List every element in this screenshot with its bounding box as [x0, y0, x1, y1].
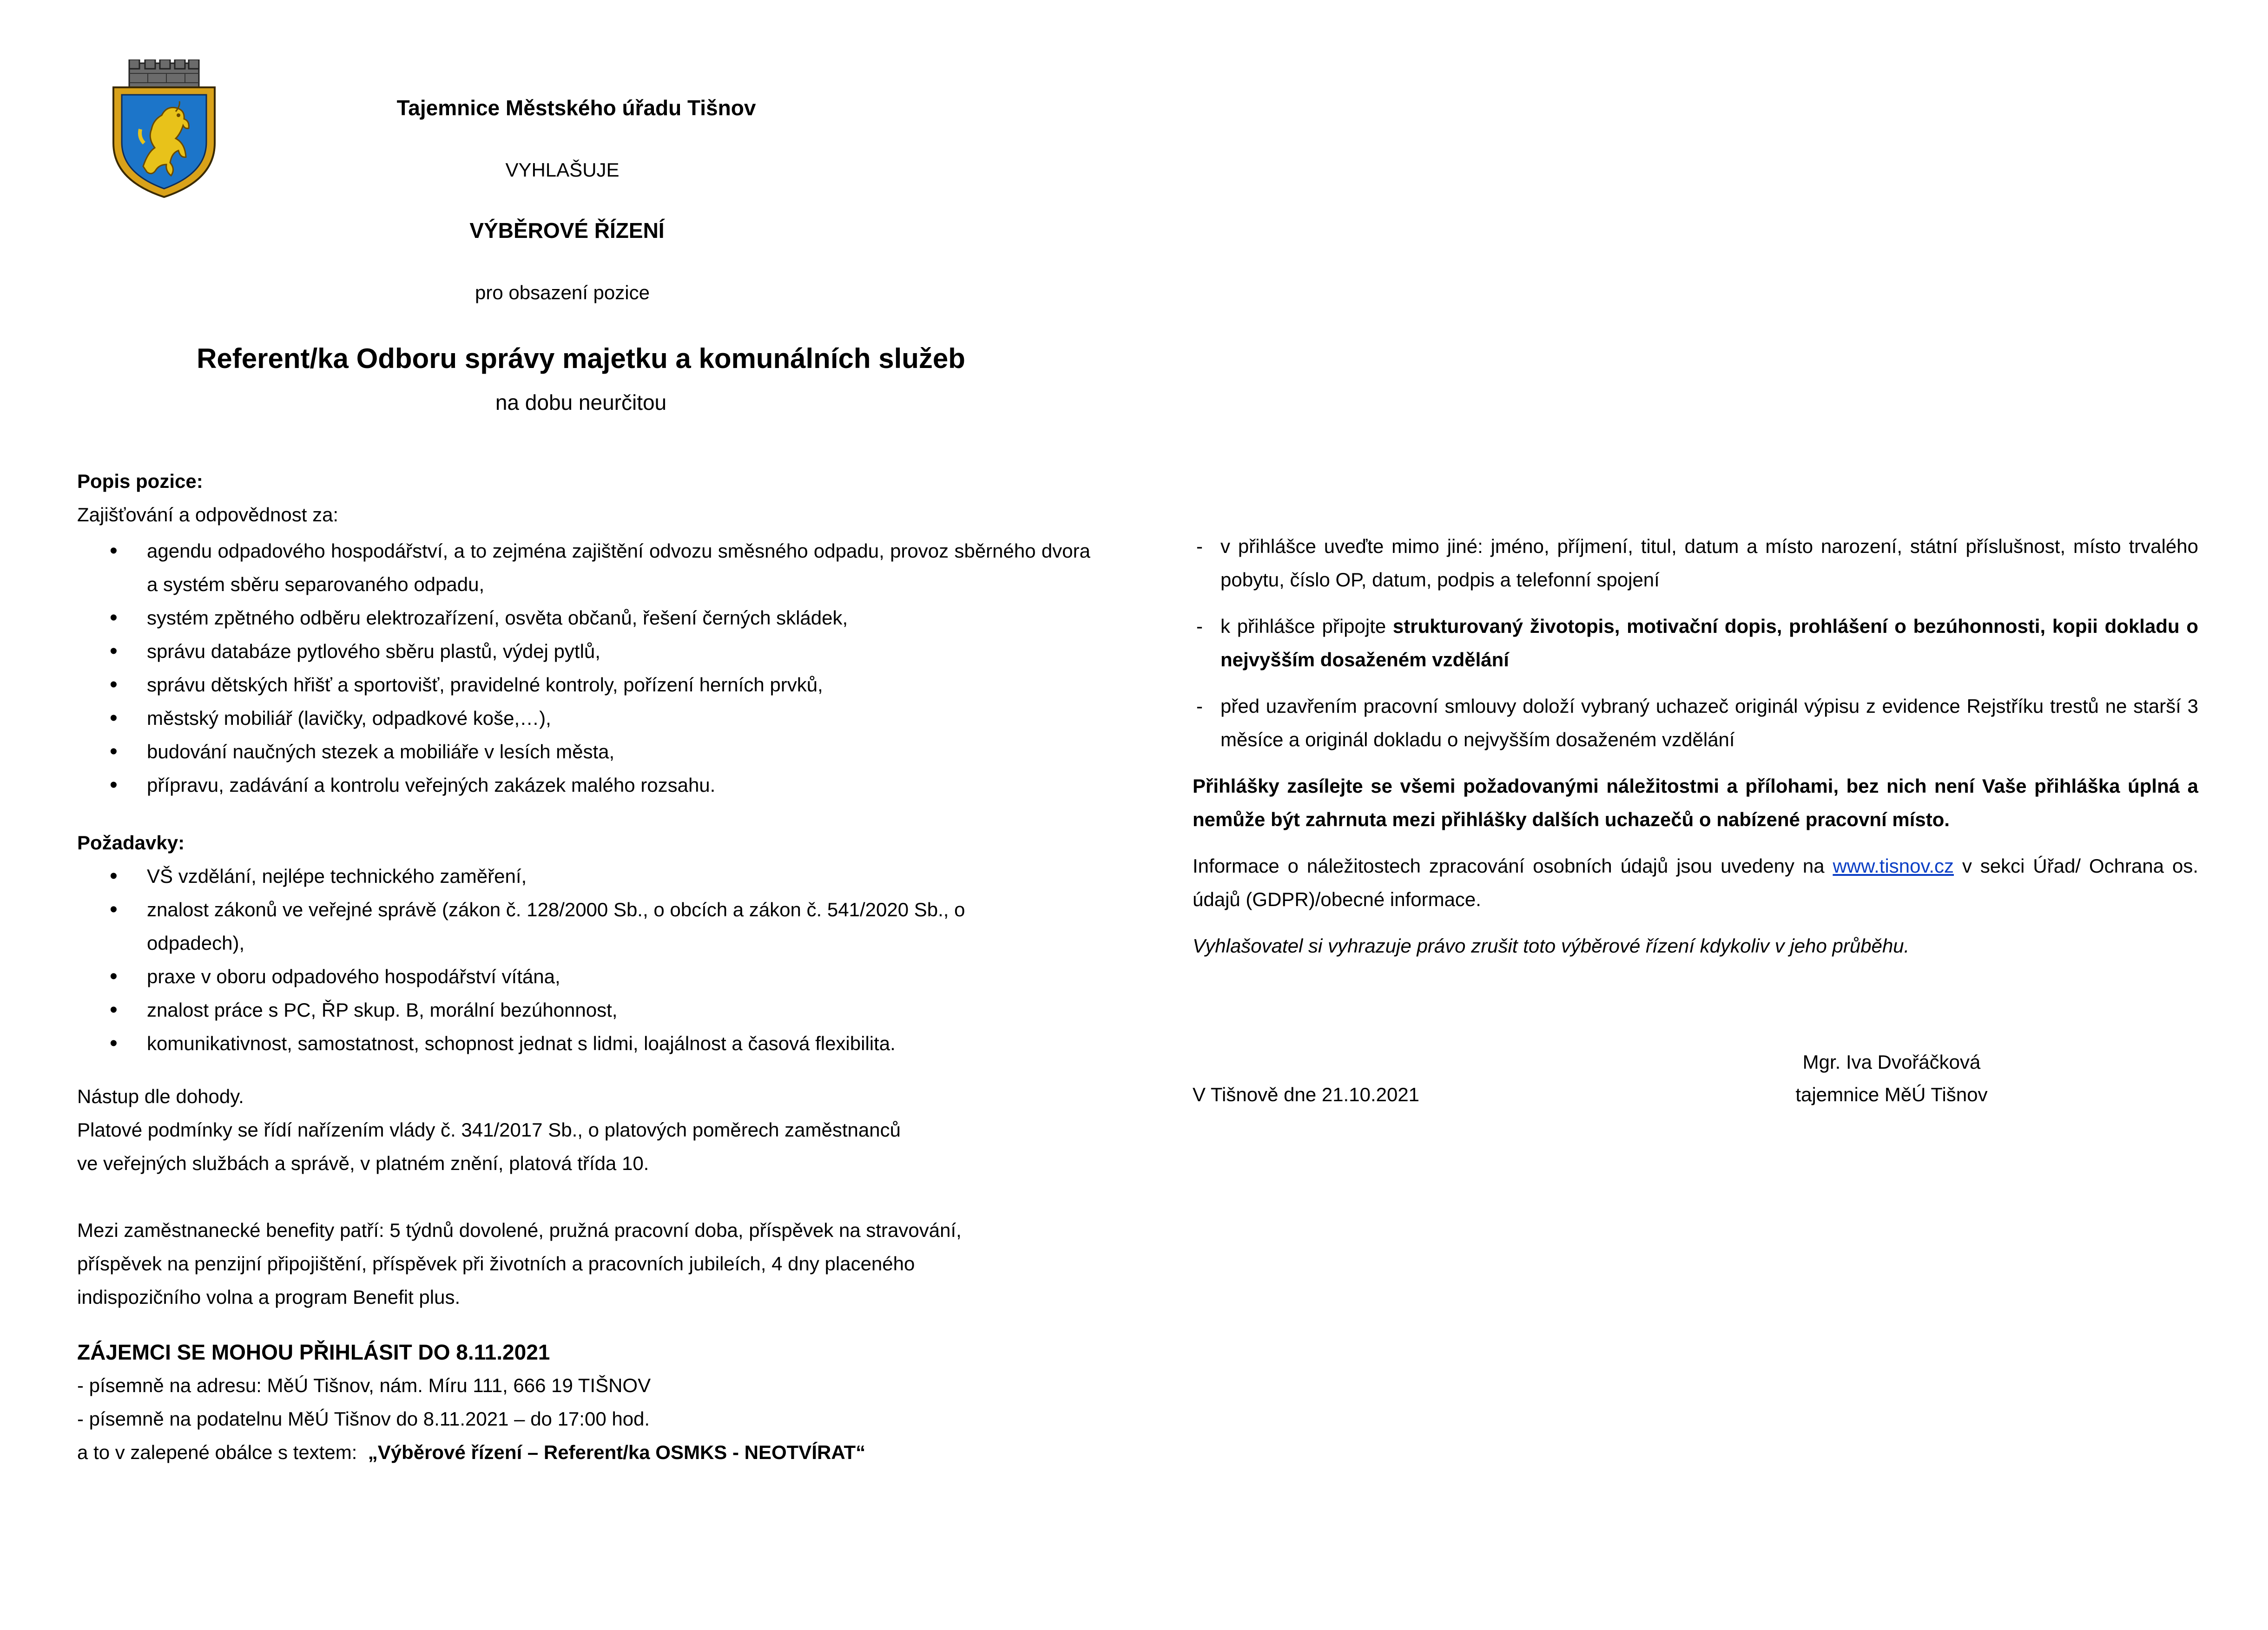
announces-label: VYHLAŠUJE: [505, 159, 620, 181]
apply-deadline-heading: ZÁJEMCI SE MOHOU PŘIHLÁSIT DO 8.11.2021: [77, 1340, 550, 1364]
employment-term: na dobu neurčitou: [495, 390, 667, 414]
apply-envelope-line: [77, 1436, 1090, 1469]
apply-address-line: - písemně na adresu: MěÚ Tišnov, nám. Míru 111, 666 19 TIŠNOV: [77, 1374, 651, 1396]
signer-name: Mgr. Iva Dvořáčková: [1802, 1051, 1981, 1073]
list-item: • přípravu, zadávání a kontrolu veřejných zakázek malého rozsahu.: [77, 769, 1090, 802]
list-item: • znalost zákonů ve veřejné správě (zákon č. 128/2000 Sb., o obcích a zákon č. 541/2020 Sb., o odpadech),: [77, 893, 1030, 960]
instruction-item: - před uzavřením pracovní smlouvy doloží vybraný uchazeč originál výpisu z evidence Rejstříku trestů ne starší 3 měsíce a originál dokladu o nejvyšším dosaženém vzdělání: [1196, 695, 2198, 750]
list-item: • znalost práce s PC, ŘP skup. B, morální bezúhonnost,: [77, 993, 1030, 1027]
envelope-label: „Výběrové řízení – Referent/ka OSMKS - NEOTVÍRAT“: [368, 1441, 866, 1463]
requirements-list: [77, 860, 1030, 1060]
required-attachments: strukturovaný životopis, motivační dopis, prohlášení o bezúhonnosti, kopii dokladu o nejvyšším dosaženém vzdělání: [1220, 615, 2198, 670]
list-item: • komunikativnost, samostatnost, schopnost jednat s lidmi, loajálnost a časová flexibilita.: [77, 1027, 1030, 1060]
position-name: Referent/ka Odboru správy majetku a komunálních služeb: [197, 343, 965, 374]
salary-text-line-2: ve veřejných službách a správě, v platném znění, platová třída 10.: [77, 1152, 649, 1174]
envelope-text-prefix: a to v zalepené obálce s textem:: [77, 1441, 368, 1463]
list-item: • budování naučných stezek a mobiliáře v lesích města,: [77, 735, 1090, 769]
instruction-item: - v přihlášce uveďte mimo jiné: jméno, příjmení, titul, datum a místo narození, státní příslušnost, místo trvalého pobytu, číslo OP, datum, podpis a telefonní spojení: [1196, 535, 2198, 591]
instruction-text: před uzavřením pracovní smlouvy doloží vybraný uchazeč originál výpisu z evidence Rejstříku trestů ne starší 3 měsíce a originál dokladu o nejvyšším dosaženém vzdělání: [1220, 695, 2198, 750]
list-item: • agendu odpadového hospodářství, a to zejména zajištění odvozu směsného odpadu, provoz sběrného dvora a systém sběru separovaného odpadu,: [77, 534, 1090, 601]
list-item: • správu databáze pytlového sběru plastů, výdej pytlů,: [77, 635, 1090, 668]
place-and-date: V Tišnově dne 21.10.2021: [1193, 1084, 1420, 1105]
instruction-item: - k přihlášce připojte strukturovaný životopis, motivační dopis, prohlášení o bezúhonnosti, kopii dokladu o nejvyšším dosaženém vzdělání: [1196, 615, 2198, 670]
benefits-text-line-1: Mezi zaměstnanecké benefity patří: 5 týdnů dovolené, pružná pracovní doba, příspěvek na stravování,: [77, 1219, 962, 1241]
description-heading: Popis pozice:: [77, 470, 203, 492]
coat-of-arms-logo: [111, 59, 218, 199]
office-title: Tajemnice Městského úřadu Tišnov: [396, 96, 756, 120]
benefits-text-line-3: indispozičního volna a program Benefit plus.: [77, 1286, 461, 1308]
apply-office-line: - písemně na podatelnu MěÚ Tišnov do 8.11.2021 – do 17:00 hod.: [77, 1408, 650, 1430]
for-position-label: pro obsazení pozice: [475, 282, 650, 303]
salary-text-line-1: Platové podmínky se řídí nařízením vlády č. 341/2017 Sb., o platových poměrech zaměstnanců: [77, 1119, 901, 1141]
website-link[interactable]: www.tisnov.cz: [1833, 855, 1954, 877]
document-title: VÝBĚROVÉ ŘÍZENÍ: [469, 218, 665, 243]
submission-note: Přihlášky zasílejte se všemi požadovanými náležitostmi a přílohami, bez nich není Vaše přihláška úplná a nemůže být zahrnuta mezi přihlášky dalších uchazečů o nabízené pracovní místo.: [1193, 775, 2198, 830]
gdpr-text-prefix: Informace o náležitostech zpracování osobních údajů jsou uvedeny na: [1193, 855, 1833, 877]
list-item: • VŠ vzdělání, nejlépe technického zaměření,: [77, 860, 1030, 893]
list-item: • městský mobiliář (lavičky, odpadkové koše,…),: [77, 702, 1090, 735]
signer-title: tajemnice MěÚ Tišnov: [1795, 1084, 1988, 1105]
instruction-text-prefix: k přihlášce připojte: [1220, 615, 1393, 637]
description-intro: Zajišťování a odpovědnost za:: [77, 504, 339, 526]
requirements-heading: Požadavky:: [77, 832, 185, 854]
instruction-text: v přihlášce uveďte mimo jiné: jméno, příjmení, titul, datum a místo narození, státní příslušnost, místo trvalého pobytu, číslo OP, datum, podpis a telefonní spojení: [1220, 535, 2198, 591]
list-item: • systém zpětného odběru elektrozařízení, osvěta občanů, řešení černých skládek,: [77, 601, 1090, 635]
reservation-note: Vyhlašovatel si vyhrazuje právo zrušit toto výběrové řízení kdykoliv v jeho průběhu.: [1193, 935, 1910, 957]
right-column: [1193, 530, 2198, 963]
benefits-text-line-2: příspěvek na penzijní připojištění, příspěvek při životních a pracovních jubileích, 4 dny placeného: [77, 1253, 915, 1275]
left-column: [77, 465, 1090, 1469]
list-item: • správu dětských hřišť a sportovišť, pravidelné kontroly, pořízení herních prvků,: [77, 668, 1090, 702]
list-item: • praxe v oboru odpadového hospodářství vítána,: [77, 960, 1030, 993]
description-list: [77, 534, 1090, 802]
start-date-text: Nástup dle dohody.: [77, 1085, 244, 1107]
gdpr-text-suffix: v sekci Úřad/ Ochrana os. údajů (GDPR)/obecné informace.: [1193, 855, 2198, 910]
gdpr-info: [1193, 849, 2198, 916]
